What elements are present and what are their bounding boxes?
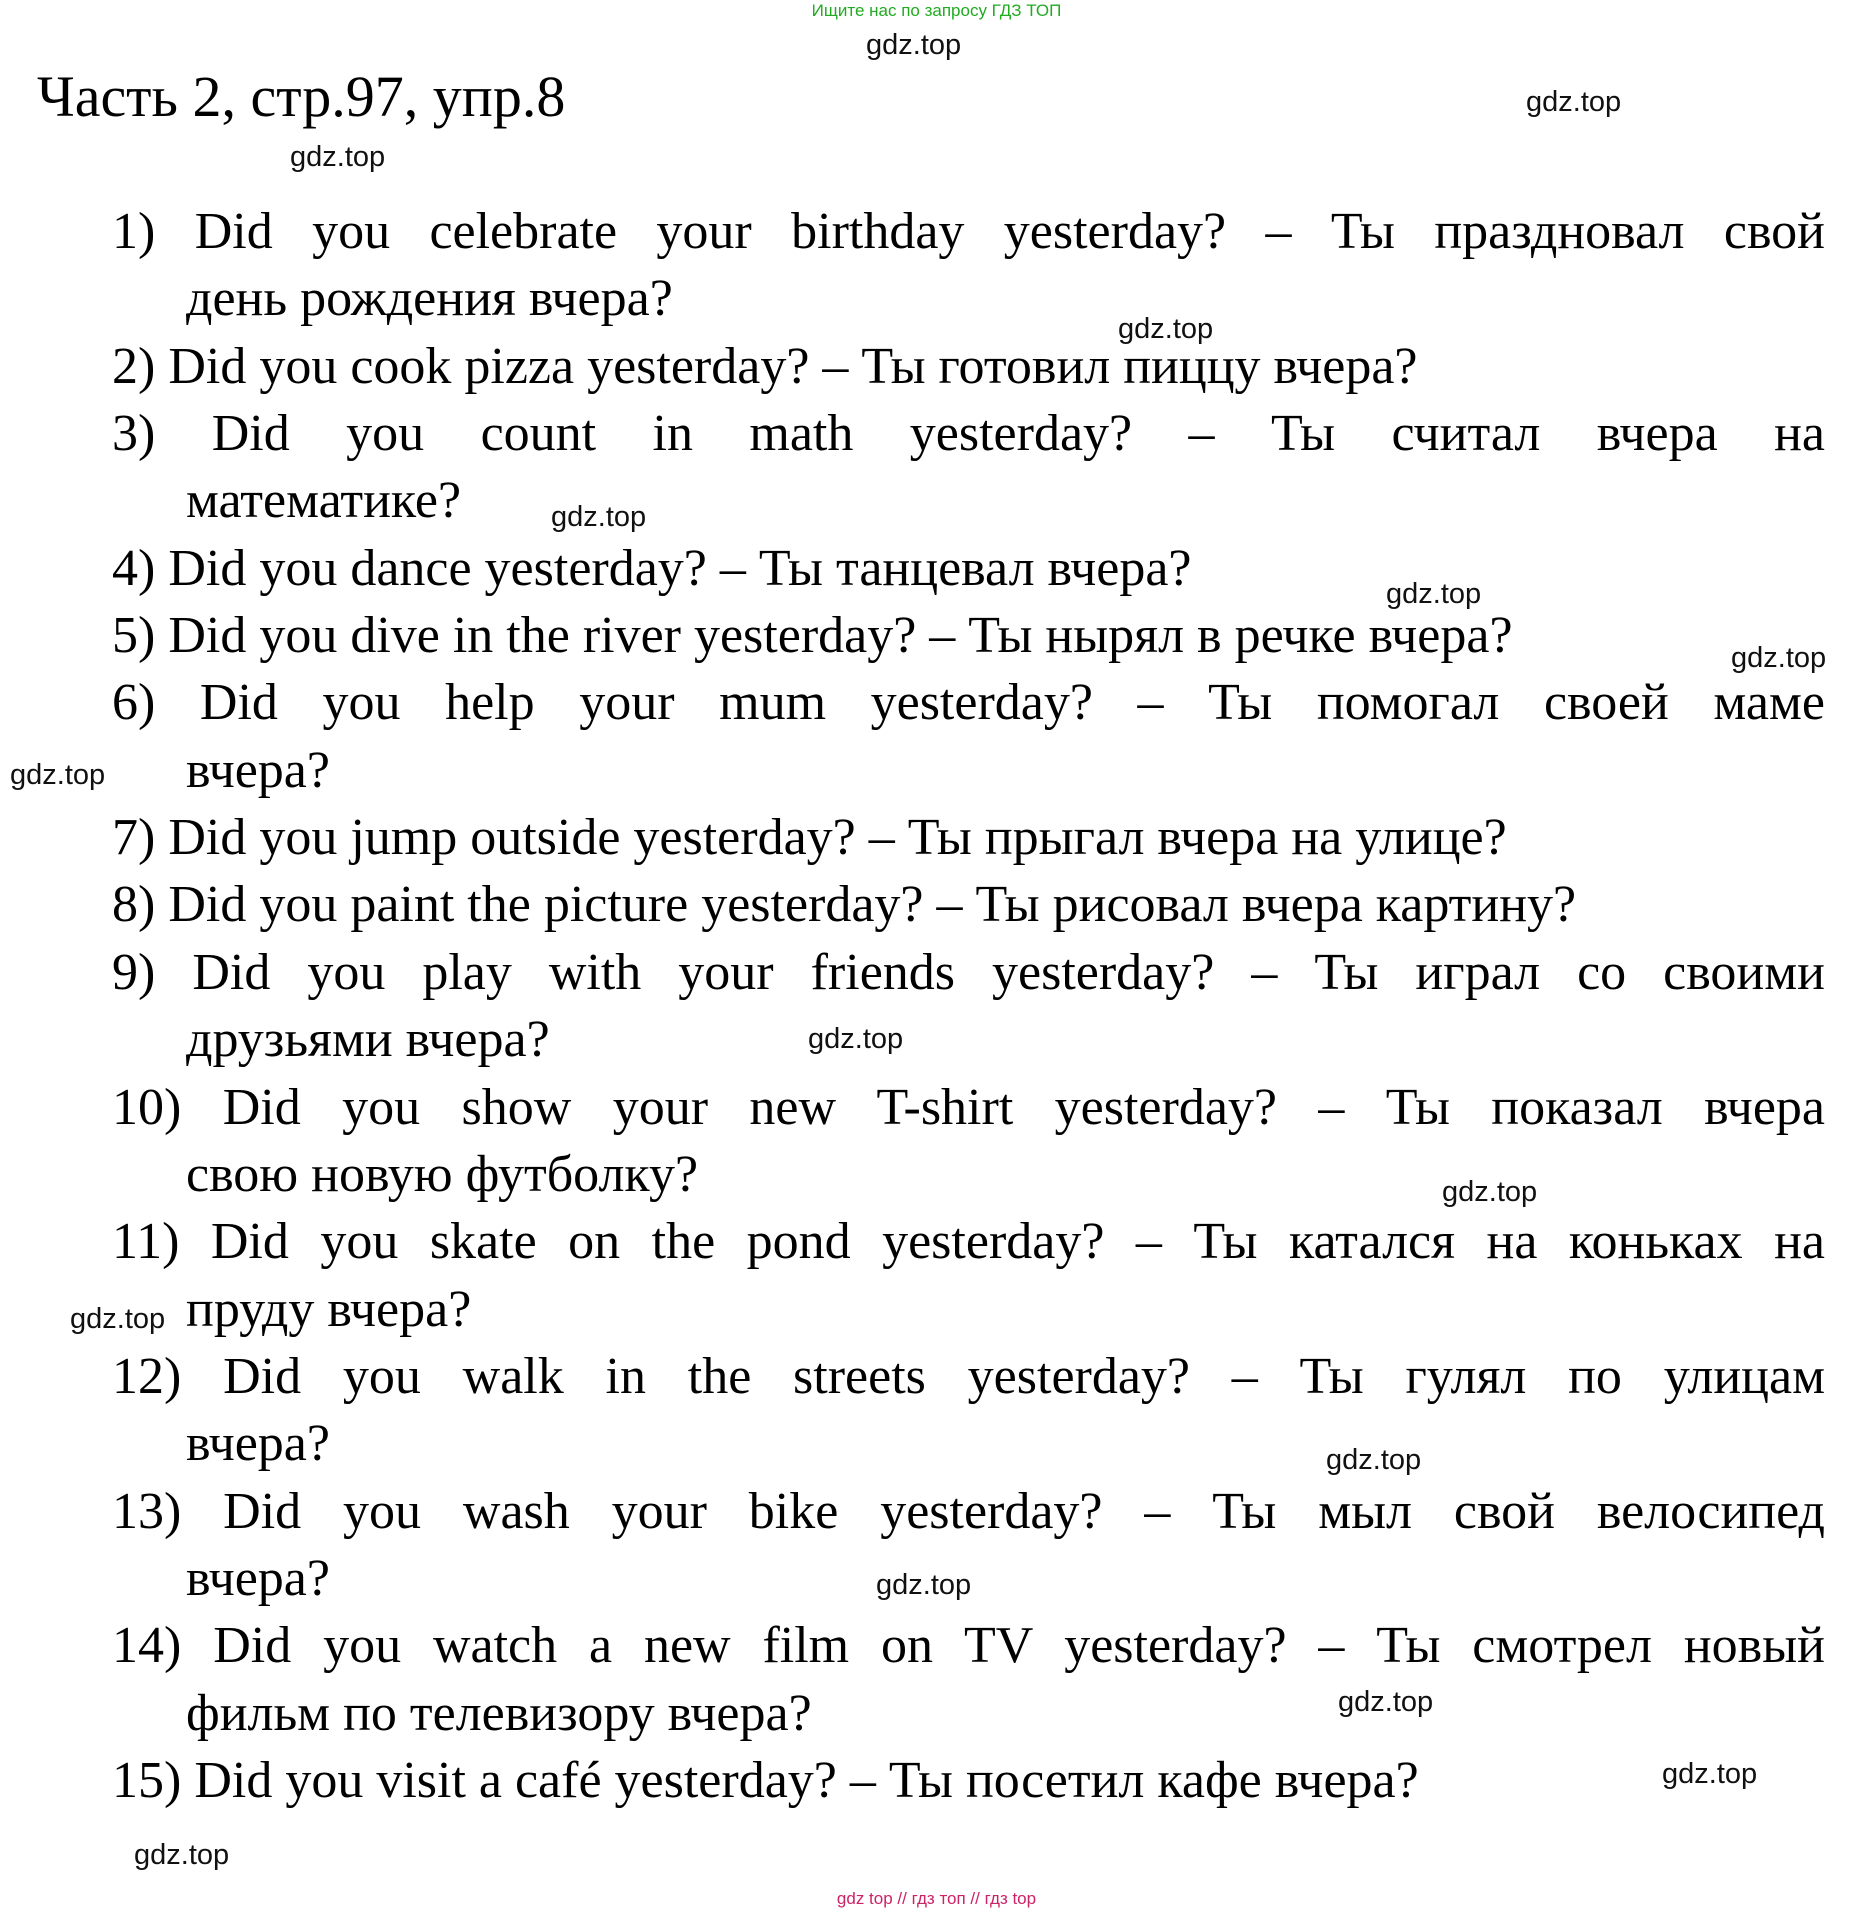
watermark: gdz.top (10, 759, 106, 791)
watermark: gdz.top (808, 1023, 904, 1055)
list-item-5-line1: 5) Did you dive in the river yesterday? – Ты нырял в речке вчера? (112, 607, 1513, 664)
list-item-15-line1: 15) Did you visit a café yesterday? – Ты посетил кафе вчера? (112, 1752, 1419, 1809)
list-item-13-line1: 13) Did you wash your bike yesterday? – Ты мыл свой велосипед (112, 1483, 1825, 1540)
page-title: Часть 2, стр.97, упр.8 (37, 64, 566, 129)
watermark: gdz.top (1326, 1444, 1422, 1476)
list-item-12-line2: вчера? (186, 1415, 330, 1472)
watermark: gdz.top (551, 501, 647, 533)
watermark: gdz.top (1526, 86, 1622, 118)
list-item-14-line1: 14) Did you watch a new film on TV yesterday? – Ты смотрел новый (112, 1617, 1825, 1674)
watermark: gdz.top (1662, 1758, 1758, 1790)
list-item-7-line1: 7) Did you jump outside yesterday? – Ты прыгал вчера на улице? (112, 809, 1507, 866)
watermark: gdz.top (1442, 1176, 1538, 1208)
watermark: gdz.top (876, 1569, 972, 1601)
watermark: gdz.top (290, 141, 386, 173)
watermark: gdz.top (134, 1839, 230, 1871)
footer-watermark: gdz top // гдз топ // гдз top (836, 1889, 1037, 1908)
list-item-11-line1: 11) Did you skate on the pond yesterday? – Ты катался на коньках на (112, 1213, 1825, 1270)
list-item-6-line1: 6) Did you help your mum yesterday? – Ты помогал своей маме (112, 674, 1825, 731)
watermark: gdz.top (866, 29, 962, 61)
list-item-9-line2: друзьями вчера? (186, 1011, 550, 1068)
list-item-1-line2: день рождения вчера? (186, 270, 673, 327)
list-item-14-line2: фильм по телевизору вчера? (186, 1685, 812, 1742)
list-item-4-line1: 4) Did you dance yesterday? – Ты танцевал вчера? (112, 540, 1192, 597)
list-item-13-line2: вчера? (186, 1550, 330, 1607)
list-item-10-line1: 10) Did you show your new T-shirt yesterday? – Ты показал вчера (112, 1079, 1825, 1136)
list-item-8-line1: 8) Did you paint the picture yesterday? – Ты рисовал вчера картину? (112, 876, 1577, 933)
list-item-6-line2: вчера? (186, 742, 330, 799)
watermark: gdz.top (70, 1303, 166, 1335)
list-item-1-line1: 1) Did you celebrate your birthday yesterday? – Ты праздновал свой (112, 203, 1825, 260)
list-item-2-line1: 2) Did you cook pizza yesterday? – Ты готовил пиццу вчера? (112, 338, 1418, 395)
list-item-3-line1: 3) Did you count in math yesterday? – Ты считал вчера на (112, 405, 1825, 462)
watermark: gdz.top (1386, 578, 1482, 610)
watermark: gdz.top (1731, 642, 1827, 674)
list-item-9-line1: 9) Did you play with your friends yesterday? – Ты играл со своими (112, 944, 1825, 1001)
watermark: gdz.top (1338, 1686, 1434, 1718)
list-item-12-line1: 12) Did you walk in the streets yesterday? – Ты гулял по улицам (112, 1348, 1825, 1405)
watermark: gdz.top (1118, 313, 1214, 345)
list-item-10-line2: свою новую футболку? (186, 1146, 699, 1203)
list-item-11-line2: пруду вчера? (186, 1281, 472, 1338)
list-item-3-line2: математике? (186, 472, 462, 529)
top-banner: Ищите нас по запросу ГДЗ ТОП (811, 1, 1062, 20)
